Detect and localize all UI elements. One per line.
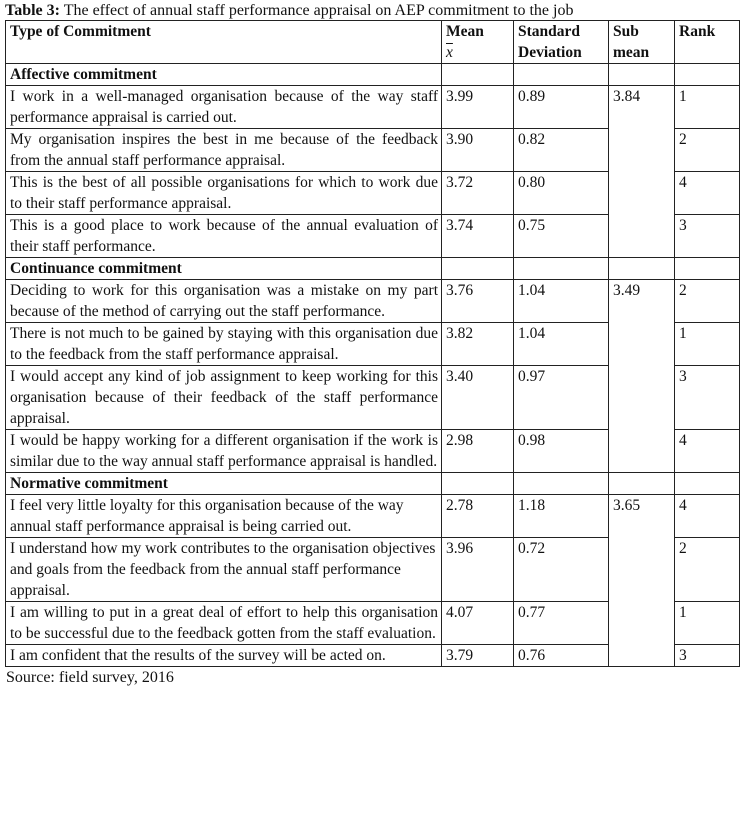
statement-cell: I am confident that the results of the survey will be acted on.: [6, 645, 442, 667]
empty-cell: [609, 258, 675, 280]
rank-cell: 1: [675, 602, 740, 645]
mean-cell: 3.74: [442, 215, 514, 258]
statement-cell: Deciding to work for this organisation was a mistake on my part because of the method of carrying out the staff performance.: [6, 280, 442, 323]
rank-cell: 2: [675, 538, 740, 602]
section-title: Continuance commitment: [6, 258, 442, 280]
mean-cell: 3.76: [442, 280, 514, 323]
caption-label: Table 3:: [5, 2, 60, 19]
sd-cell: 0.89: [514, 86, 609, 129]
rank-cell: 3: [675, 366, 740, 430]
mean-cell: 3.82: [442, 323, 514, 366]
mean-cell: 3.40: [442, 366, 514, 430]
mean-symbol: $\overline{x}$: [446, 44, 453, 61]
section-title: Normative commitment: [6, 473, 442, 495]
empty-cell: [442, 473, 514, 495]
section-header-row: [6, 64, 740, 86]
rank-cell: 1: [675, 323, 740, 366]
section-header-row: [6, 473, 740, 495]
table-row: [6, 280, 740, 323]
statement-cell: This is a good place to work because of the annual evaluation of their staff performance.: [6, 215, 442, 258]
table-source: Source: field survey, 2016: [6, 669, 174, 686]
header-mean: [442, 21, 514, 64]
commitment-table: [5, 20, 740, 667]
empty-cell: [514, 473, 609, 495]
rank-cell: 1: [675, 86, 740, 129]
mean-cell: 3.96: [442, 538, 514, 602]
section-title: Affective commitment: [6, 64, 442, 86]
rank-cell: 4: [675, 172, 740, 215]
empty-cell: [675, 473, 740, 495]
header-row: [6, 21, 740, 64]
empty-cell: [609, 64, 675, 86]
sd-cell: 0.98: [514, 430, 609, 473]
statement-cell: I would be happy working for a different organisation if the work is similar due to the way annual staff performance appraisal is handled.: [6, 430, 442, 473]
rank-cell: 3: [675, 215, 740, 258]
rank-cell: 2: [675, 280, 740, 323]
statement-cell: This is the best of all possible organisations for which to work due to their staff performance appraisal.: [6, 172, 442, 215]
mean-cell: 2.98: [442, 430, 514, 473]
mean-cell: 3.79: [442, 645, 514, 667]
empty-cell: [675, 64, 740, 86]
statement-cell: I understand how my work contributes to the organisation objectives and goals from the feedback from the annual staff performance appraisal.: [6, 538, 442, 602]
header-sd: Standard Deviation: [514, 21, 609, 64]
empty-cell: [675, 258, 740, 280]
table-container: [5, 2, 739, 689]
empty-cell: [442, 258, 514, 280]
sd-cell: 0.82: [514, 129, 609, 172]
rank-cell: 4: [675, 430, 740, 473]
sd-cell: 0.72: [514, 538, 609, 602]
sd-cell: 0.97: [514, 366, 609, 430]
rank-cell: 2: [675, 129, 740, 172]
statement-cell: I work in a well-managed organisation because of the way staff performance appraisal is carried out.: [6, 86, 442, 129]
statement-cell: I feel very little loyalty for this organisation because of the way annual staff performance appraisal is being carried out.: [6, 495, 442, 538]
sd-cell: 0.75: [514, 215, 609, 258]
rank-cell: 4: [675, 495, 740, 538]
statement-cell: I would accept any kind of job assignment to keep working for this organisation because of their feedback of the staff performance appraisal.: [6, 366, 442, 430]
statement-cell: My organisation inspires the best in me because of the feedback from the annual staff performance appraisal.: [6, 129, 442, 172]
sub-mean-cell: 3.49: [609, 280, 675, 473]
header-rank: Rank: [675, 21, 740, 64]
caption-text: The effect of annual staff performance appraisal on AEP commitment to the job: [63, 2, 574, 19]
header-sub-mean: Sub mean: [609, 21, 675, 64]
mean-cell: 3.99: [442, 86, 514, 129]
table-row: [6, 495, 740, 538]
sd-cell: 1.04: [514, 280, 609, 323]
section-header-row: [6, 258, 740, 280]
sd-cell: 1.04: [514, 323, 609, 366]
statement-cell: There is not much to be gained by staying with this organisation due to the feedback from the staff performance appraisal.: [6, 323, 442, 366]
empty-cell: [442, 64, 514, 86]
sub-mean-cell: 3.65: [609, 495, 675, 667]
sd-cell: 0.80: [514, 172, 609, 215]
rank-cell: 3: [675, 645, 740, 667]
empty-cell: [514, 258, 609, 280]
mean-cell: 2.78: [442, 495, 514, 538]
statement-cell: I am willing to put in a great deal of effort to help this organisation to be successful due to the feedback gotten from the staff evaluation.: [6, 602, 442, 645]
header-type: Type of Commitment: [6, 21, 442, 64]
mean-cell: 4.07: [442, 602, 514, 645]
sd-cell: 0.77: [514, 602, 609, 645]
sd-cell: 0.76: [514, 645, 609, 667]
empty-cell: [514, 64, 609, 86]
empty-cell: [609, 473, 675, 495]
mean-cell: 3.72: [442, 172, 514, 215]
mean-cell: 3.90: [442, 129, 514, 172]
table-row: [6, 86, 740, 129]
sub-mean-cell: 3.84: [609, 86, 675, 258]
header-mean-label: Mean: [446, 23, 484, 40]
sd-cell: 1.18: [514, 495, 609, 538]
table-caption: [5, 2, 739, 20]
